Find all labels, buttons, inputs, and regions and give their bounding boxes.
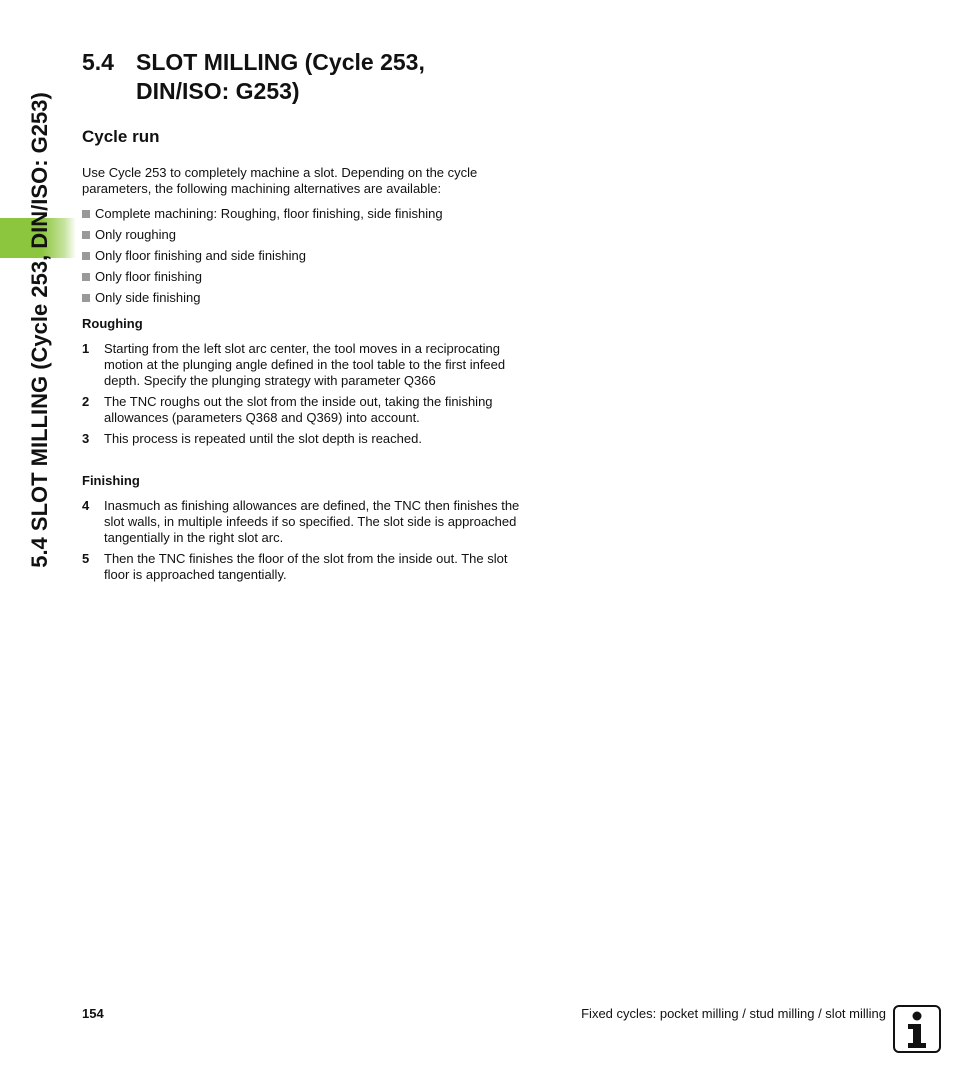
bullet-square-icon — [82, 210, 90, 218]
step-item: 2 The TNC roughs out the slot from the inside out, taking the finishing allowances (parameters Q368 and Q369) into account. — [82, 394, 493, 425]
info-icon — [893, 1005, 941, 1053]
page-title — [82, 48, 496, 106]
bullet-square-icon — [82, 273, 90, 281]
roughing-steps — [82, 341, 527, 452]
finishing-heading: Finishing — [82, 473, 140, 488]
bullet-square-icon — [82, 294, 90, 302]
cycle-run-heading: Cycle run — [82, 127, 160, 146]
section-title: SLOT MILLING (Cycle 253, DIN/ISO: G253) — [136, 49, 425, 104]
section-number: 5.4 — [82, 49, 114, 75]
finishing-steps — [82, 498, 527, 588]
side-running-title: 5.4 SLOT MILLING (Cycle 253, DIN/ISO: G253) — [27, 92, 52, 568]
step-item: 5 Then the TNC finishes the floor of the slot from the inside out. The slot floor is approached tangentially. — [82, 551, 508, 582]
alternatives-list — [82, 206, 443, 311]
list-item: Only floor finishing and side finishing — [82, 248, 443, 269]
step-item: 4 Inasmuch as finishing allowances are defined, the TNC then finishes the slot walls, in multiple infeeds if so specified. The slot side is approached tangentially in the right slot arc. — [82, 498, 520, 545]
bullet-square-icon — [82, 231, 90, 239]
step-item: 3 This process is repeated until the slot depth is reached. — [82, 431, 422, 446]
page-number: 154 — [82, 1006, 104, 1021]
info-glyph-icon — [895, 1007, 939, 1051]
list-item: Complete machining: Roughing, floor finishing, side finishing — [82, 206, 443, 227]
step-item: 1 Starting from the left slot arc center, the tool moves in a reciprocating motion at the plunging angle defined in the tool table to the first infeed depth. Specify the plunging strategy with parameter Q366 — [82, 341, 506, 388]
bullet-square-icon — [82, 252, 90, 260]
list-item: Only floor finishing — [82, 269, 443, 290]
intro-paragraph: Use Cycle 253 to completely machine a slot. Depending on the cycle parameters, the following machining alternatives are available: — [82, 165, 478, 196]
list-item: Only side finishing — [82, 290, 443, 311]
list-item: Only roughing — [82, 227, 443, 248]
roughing-heading: Roughing — [82, 316, 143, 331]
chapter-title: Fixed cycles: pocket milling / stud milling / slot milling — [581, 1006, 886, 1021]
